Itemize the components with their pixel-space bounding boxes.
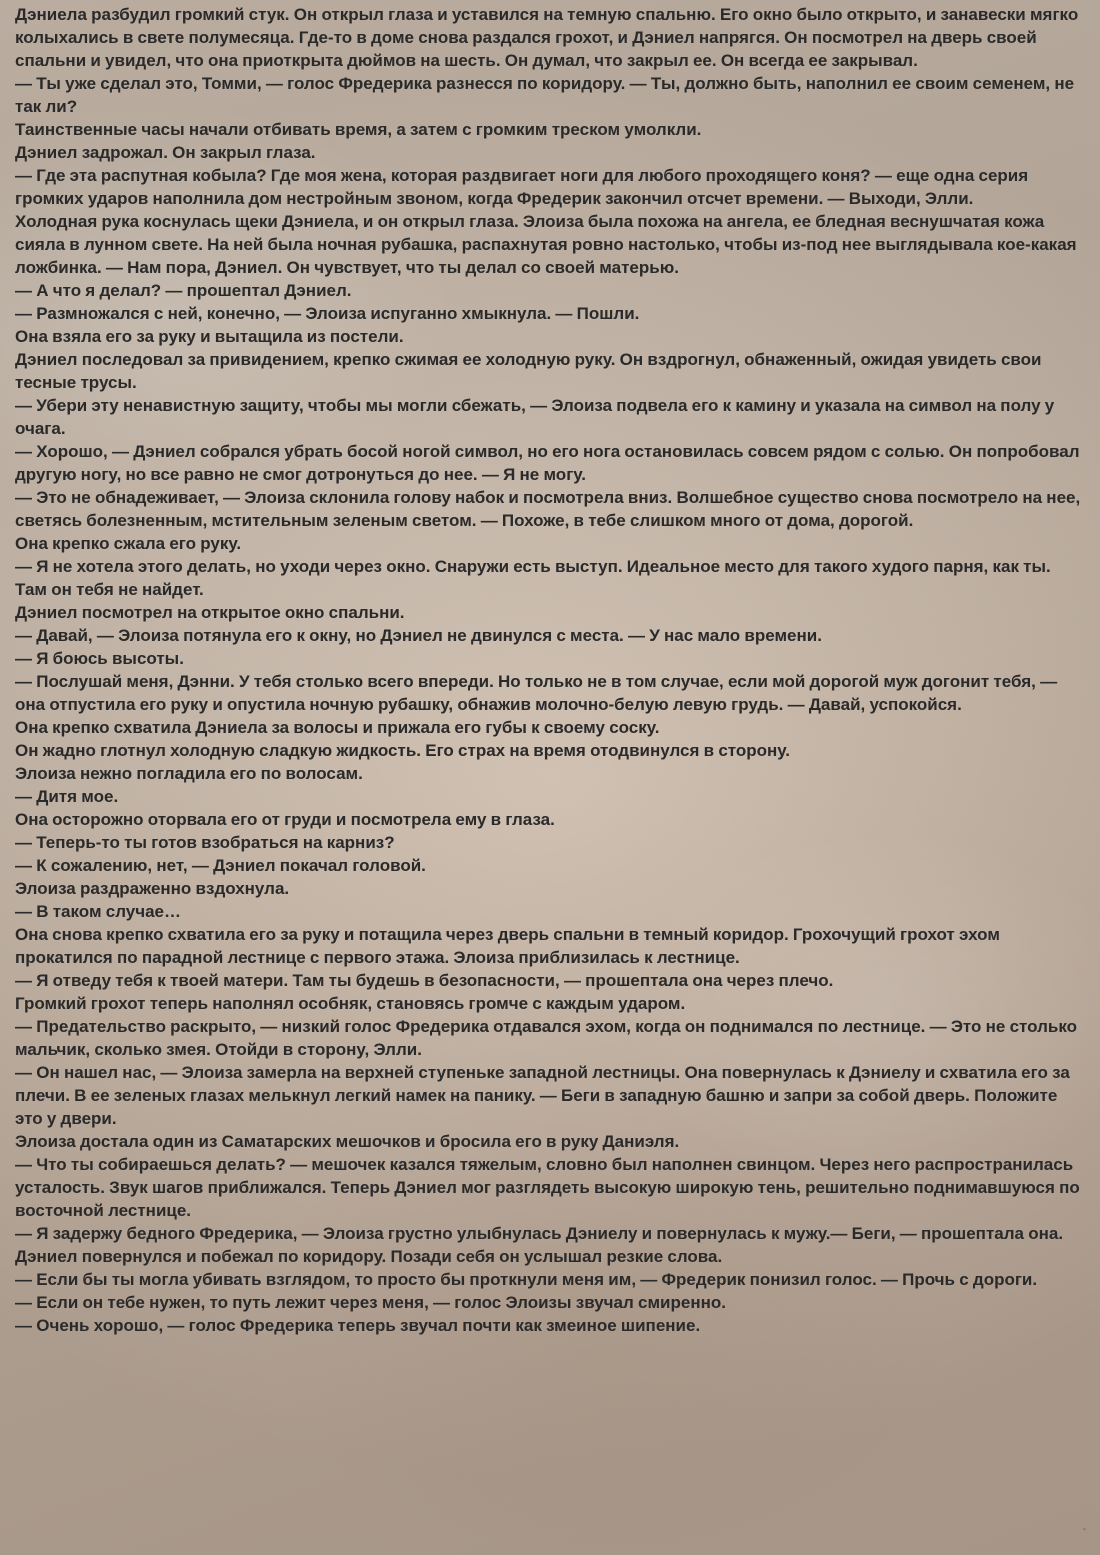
paragraph: — Если бы ты могла убивать взглядом, то просто бы проткнули меня им, — Фредерик понизил голос. — Прочь с дороги. xyxy=(15,1270,1038,1289)
paragraph: Дэниел задрожал. Он закрыл глаза. xyxy=(15,143,316,162)
paragraph: Дэниел посмотрел на открытое окно спальни. xyxy=(15,603,405,622)
paragraph: — Он нашел нас, — Элоиза замерла на верхней ступеньке западной лестницы. Она повернулась к Дэниелу и схватила его за плечи. В ее зеленых глазах мелькнул легкий намек на панику. — Беги в западную башню и запри за собой дверь. Положите это у двери. xyxy=(15,1063,1070,1128)
paragraph: — Послушай меня, Дэнни. У тебя столько всего впереди. Но только не в том случае, если мой дорогой муж догонит тебя, — она отпустила его руку и опустила ночную рубашку, обнажив молочно-белую левую грудь. — Давай, успокойся. xyxy=(15,672,1058,714)
paragraph: Она снова крепко схватила его за руку и потащила через дверь спальни в темный коридор. Грохочущий грохот эхом прокатился по парадной лестнице с первого этажа. Элоиза приблизилась к лестнице. xyxy=(15,925,1000,967)
paragraph: Дэниел повернулся и побежал по коридору. Позади себя он услышал резкие слова. xyxy=(15,1247,723,1266)
paragraph: — К сожалению, нет, — Дэниел покачал головой. xyxy=(15,856,426,875)
paragraph: Элоиза достала один из Саматарских мешочков и бросила его в руку Даниэля. xyxy=(15,1132,680,1151)
paragraph: Дэниел последовал за привидением, крепко сжимая ее холодную руку. Он вздрогнул, обнаженный, ожидая увидеть свои тесные трусы. xyxy=(15,350,1042,392)
paragraph: — Хорошо, — Дэниел собрался убрать босой ногой символ, но его нога остановилась совсем рядом с солью. Он попробовал другую ногу, но все равно не смог дотронуться до нее. — Я не могу. xyxy=(15,442,1080,484)
paragraph: Она осторожно оторвала его от груди и посмотрела ему в глаза. xyxy=(15,810,555,829)
paragraph: — Размножался с ней, конечно, — Элоиза испуганно хмыкнула. — Пошли. xyxy=(15,304,640,323)
paragraph: — Что ты собираешься делать? — мешочек казался тяжелым, словно был наполнен свинцом. Через него распространилась усталость. Звук шагов приближался. Теперь Дэниел мог разглядеть высокую широкую тень, решительно поднимавшуюся по восточной лестнице. xyxy=(15,1155,1080,1220)
paragraph: Она крепко сжала его руку. xyxy=(15,534,242,553)
paragraph: — Убери эту ненавистную защиту, чтобы мы могли сбежать, — Элоиза подвела его к камину и указала на символ на полу у очага. xyxy=(15,396,1055,438)
paragraph: Таинственные часы начали отбивать время, а затем с громким треском умолкли. xyxy=(15,120,702,139)
paragraph: Элоиза нежно погладила его по волосам. xyxy=(15,764,363,783)
paragraph: Громкий грохот теперь наполнял особняк, становясь громче с каждым ударом. xyxy=(15,994,686,1013)
paragraph: — Я отведу тебя к твоей матери. Там ты будешь в безопасности, — прошептала она через плечо. xyxy=(15,971,834,990)
paragraph: — Ты уже сделал это, Томми, — голос Фредерика разнесся по коридору. — Ты, должно быть, наполнил ее своим семенем, не так ли? xyxy=(15,74,1075,116)
paragraph: Он жадно глотнул холодную сладкую жидкость. Его страх на время отодвинулся в сторону. xyxy=(15,741,790,760)
paragraph: Дэниела разбудил громкий стук. Он открыл глаза и уставился на темную спальню. Его окно было открыто, и занавески мягко колыхались в свете полумесяца. Где-то в доме снова раздался грохот, и Дэниел напрягся. Он посмотрел на дверь своей спальни и увидел, что она приоткрыта дюймов на шесть. Он думал, что закрыл ее. Он всегда ее закрывал. xyxy=(15,5,1079,70)
paragraph: — Это не обнадеживает, — Элоиза склонила голову набок и посмотрела вниз. Волшебное существо снова посмотрело на нее, светясь болезненным, мстительным зеленым светом. — Похоже, в тебе слишком много от дома, дорогой. xyxy=(15,488,1081,530)
paragraph: — Очень хорошо, — голос Фредерика теперь звучал почти как змеиное шипение. xyxy=(15,1316,701,1335)
paragraph: — Давай, — Элоиза потянула его к окну, но Дэниел не двинулся с места. — У нас мало времени. xyxy=(15,626,822,645)
paragraph: — В таком случае… xyxy=(15,902,182,921)
paragraph: — Предательство раскрыто, — низкий голос Фредерика отдавался эхом, когда он поднимался по лестнице. — Это не столько мальчик, сколько змея. Отойди в сторону, Элли. xyxy=(15,1017,1078,1059)
paragraph: Она крепко схватила Дэниела за волосы и прижала его губы к своему соску. xyxy=(15,718,660,737)
paragraph: — Дитя мое. xyxy=(15,787,119,806)
paragraph: — Я боюсь высоты. xyxy=(15,649,184,668)
paragraph: — Теперь-то ты готов взобраться на карниз? xyxy=(15,833,395,852)
paragraph: — Я задержу бедного Фредерика, — Элоиза грустно улыбнулась Дэниелу и повернулась к мужу.— Беги, — прошептала она. xyxy=(15,1224,1064,1243)
paragraph: — Если он тебе нужен, то путь лежит через меня, — голос Элоизы звучал смиренно. xyxy=(15,1293,726,1312)
paragraph: Она взяла его за руку и вытащила из постели. xyxy=(15,327,404,346)
story-text xyxy=(15,3,1086,1337)
paragraph: — Где эта распутная кобыла? Где моя жена, которая раздвигает ноги для любого проходящего коня? — еще одна серия громких ударов наполнила дом нестройным звоном, когда Фредерик закончил отсчет времени. — Выходи, Элли. xyxy=(15,166,1029,208)
paragraph: — Я не хотела этого делать, но уходи через окно. Снаружи есть выступ. Идеальное место для такого худого парня, как ты. Там он тебя не найдет. xyxy=(15,557,1051,599)
paragraph: Холодная рука коснулась щеки Дэниела, и он открыл глаза. Элоиза была похожа на ангела, ее бледная веснушчатая кожа сияла в лунном свете. На ней была ночная рубашка, распахнутая ровно настолько, чтобы из-под нее выглядывала кое-какая ложбинка. — Нам пора, Дэниел. Он чувствует, что ты делал со своей матерью. xyxy=(15,212,1077,277)
page-mark: - xyxy=(1082,1524,1086,1535)
paragraph: Элоиза раздраженно вздохнула. xyxy=(15,879,290,898)
paragraph: — А что я делал? — прошептал Дэниел. xyxy=(15,281,352,300)
